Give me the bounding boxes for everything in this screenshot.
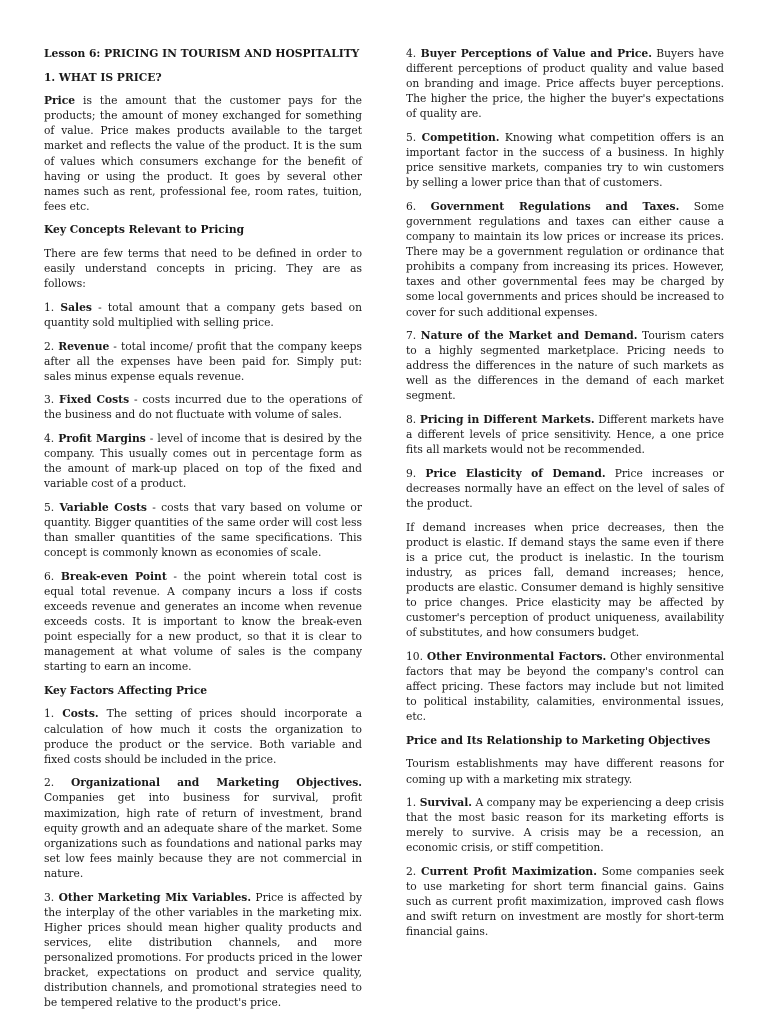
factor-competition [406,130,724,190]
item-number: 2. [44,339,59,353]
definition-text: - costs incurred due to the operations of the business and do not fluctuate with volume of sales. [44,393,362,422]
item-number: 10. [406,649,427,663]
definition-text: Other environmental factors that may be beyond the company's control can affect pricing. These factors may include but not limited to political instability, calamities, environmental issues, etc. [406,649,724,724]
item-number: 7. [406,329,421,343]
concept-variable-costs [44,500,362,560]
price-definition [44,93,362,214]
factor-different-markets [406,412,724,457]
definition-text: - total amount that a company gets based on quantity sold multiplied with selling price. [44,300,362,329]
item-number: 2. [406,865,421,878]
definition-text: Price increases or decreases normally have an effect on the level of sales of the product. [406,466,724,511]
concept-break-even-point [44,569,362,675]
definition-text: is the amount that the customer pays for the products; the amount of money exchanged for something of value. Price makes products available to the target market and reflects the value of the product. It is the sum of values which consumers exchange for the benefit of having or using the product. It goes by several other names such as rent, professional fee, room rates, tuition, fees etc. [44,94,362,213]
definition-text: Companies get into business for survival, profit maximization, high rate of return of investment, brand equity growth and an adequate share of the market. Some organizations such as foundations and national parks may set low fees mainly because they are not commercial in nature. [44,791,362,880]
item-number: 6. [406,199,431,213]
term-label: Profit Margins [58,431,146,445]
term-label: Other Marketing Mix Variables. [58,890,252,904]
key-factors-heading: Key Factors Affecting Price [44,683,208,697]
item-number: 1. [44,707,63,721]
term-label: Current Profit Maximization. [420,865,597,878]
item-number: 8. [406,413,420,427]
term-label: Fixed Costs [59,393,130,407]
term-label: Revenue [58,339,110,353]
definition-text: Some government regulations and taxes can either cause a company to maintain its low prices or increase its prices. There may be a government regulation or ordinance that prohibits a company from increasing its prices. However, taxes and other governmental fees may be charged by some local governments and prices should be increased to cover for such additional expenses. [406,199,724,319]
definition-text: - total income/ profit that the company keeps after all the expenses have been paid for. Simply put: sales minus expense equals revenue. [44,339,362,383]
item-number: 2. [44,776,71,790]
definition-text: Price is affected by the interplay of the other variables in the marketing mix. Higher prices should mean higher quality products and services, elite distribution channels, and more personalized promotions. For products priced in the lower bracket, expectations on product and service quality, distribution channels, and promotional strategies need to be tempered relative to the product's price. [44,890,362,1010]
item-number: 6. [44,569,61,583]
term-label: Pricing in Different Markets. [419,413,595,427]
section-heading-what-is-price: 1. WHAT IS PRICE? [44,70,162,84]
term-label: Government Regulations and Taxes. [430,199,680,213]
term-label: Price [44,94,76,108]
definition-text: The setting of prices should incorporate a calculation of how much it costs the organization to produce the product or the service. Both variable and fixed costs should be included in the price. [44,707,362,766]
factor-costs [44,706,362,766]
key-concepts-heading: Key Concepts Relevant to Pricing [44,223,245,237]
item-number: 3. [44,890,59,904]
definition-text: Some companies seek to use marketing for short term financial gains. Gains such as current profit maximization, improved cash flows and swift return on investment are mostly for short-term financial gains. [406,865,724,939]
objective-survival [406,795,724,855]
term-label: Organizational and Marketing Objectives. [70,776,362,790]
term-label: Costs. [62,707,99,721]
term-label: Competition. [421,130,500,144]
objectives-heading: Price and Its Relationship to Marketing Objectives [406,733,711,747]
elasticity-explanation: If demand increases when price decreases, then the product is elastic. If demand stays the same even if there is a price cut, the product is inelastic. In the tourism industry, as prices fall, demand increases; hence, products are elastic. Consumer demand is highly sensitive to price changes. Price elasticity may be affected by customer's perception of product uniqueness, availability of substitutes, and how consumers budget. [406,520,724,640]
factor-nature-of-market [406,328,724,403]
item-number: 4. [44,431,59,445]
factor-government-regulations [406,199,724,320]
item-number: 3. [44,393,60,407]
definition-text: A company may be experiencing a deep crisis that the most basic reason for its marketing efforts is merely to survive. A crisis may be a recession, an economic crisis, or stiff competition. [406,796,724,855]
objectives-intro: Tourism establishments may have different reasons for coming up with a marketing mix strategy. [406,757,724,786]
left-column [44,46,362,1024]
definition-text: - costs that vary based on volume or quantity. Bigger quantities of the same order will cost less than smaller quantities of the same specifications. This concept is commonly known as economies of scale. [44,500,362,560]
term-label: Sales [60,300,92,314]
term-label: Variable Costs [59,500,147,514]
concept-sales [44,300,362,330]
concept-revenue [44,339,362,384]
key-concepts-intro: There are few terms that need to be defined in order to easily understand concepts in pricing. They are as follows: [44,247,362,291]
factor-marketing-mix-variables [44,890,362,1011]
item-number: 4. [406,47,421,60]
definition-text: Different markets have a different levels of price sensitivity. Hence, a one price fits all markets would not be recommended. [406,413,724,457]
item-number: 5. [44,500,60,514]
term-label: Price Elasticity of Demand. [425,466,606,480]
concept-profit-margins [44,431,362,491]
factor-buyer-perceptions [406,46,724,121]
factor-environmental [406,649,724,724]
factor-price-elasticity [406,466,724,511]
item-number: 5. [406,130,422,144]
item-number: 1. [406,796,420,810]
item-number: 9. [406,466,426,480]
factor-organizational-objectives [44,775,362,881]
right-column [406,46,724,1024]
term-label: Nature of the Market and Demand. [420,329,638,343]
lesson-title: Lesson 6: PRICING IN TOURISM AND HOSPITALITY [44,47,360,60]
definition-text: Tourism caters to a highly segmented marketplace. Pricing needs to address the differences in the nature of such markets as well as the differences in the demand of each market segment. [406,329,724,403]
objective-current-profit-maximization [406,864,724,939]
term-label: Break-even Point [60,569,167,583]
definition-text: - the point wherein total cost is equal total revenue. A company incurs a loss if costs exceeds revenue and generates an income when revenue exceeds costs. It is important to know the break-even point especially for a new product, so that it is clear to management at what volume of sales is the company starting to earn an income. [44,569,362,674]
definition-text: Knowing what competition offers is an important factor in the success of a business. In highly price sensitive markets, companies try to win customers by selling a lower price than that of customers. [406,130,724,190]
definition-text: Buyers have different perceptions of product quality and value based on branding and image. Price affects buyer perceptions. The higher the price, the higher the buyer's expectations of quality are. [406,47,724,121]
term-label: Other Environmental Factors. [426,649,607,663]
term-label: Survival. [419,796,472,810]
definition-text: - level of income that is desired by the company. This usually comes out in percentage form as the amount of mark-up placed on top of the fixed and variable cost of a product. [44,431,362,491]
concept-fixed-costs [44,392,362,422]
item-number: 1. [44,300,61,314]
term-label: Buyer Perceptions of Value and Price. [420,47,652,60]
